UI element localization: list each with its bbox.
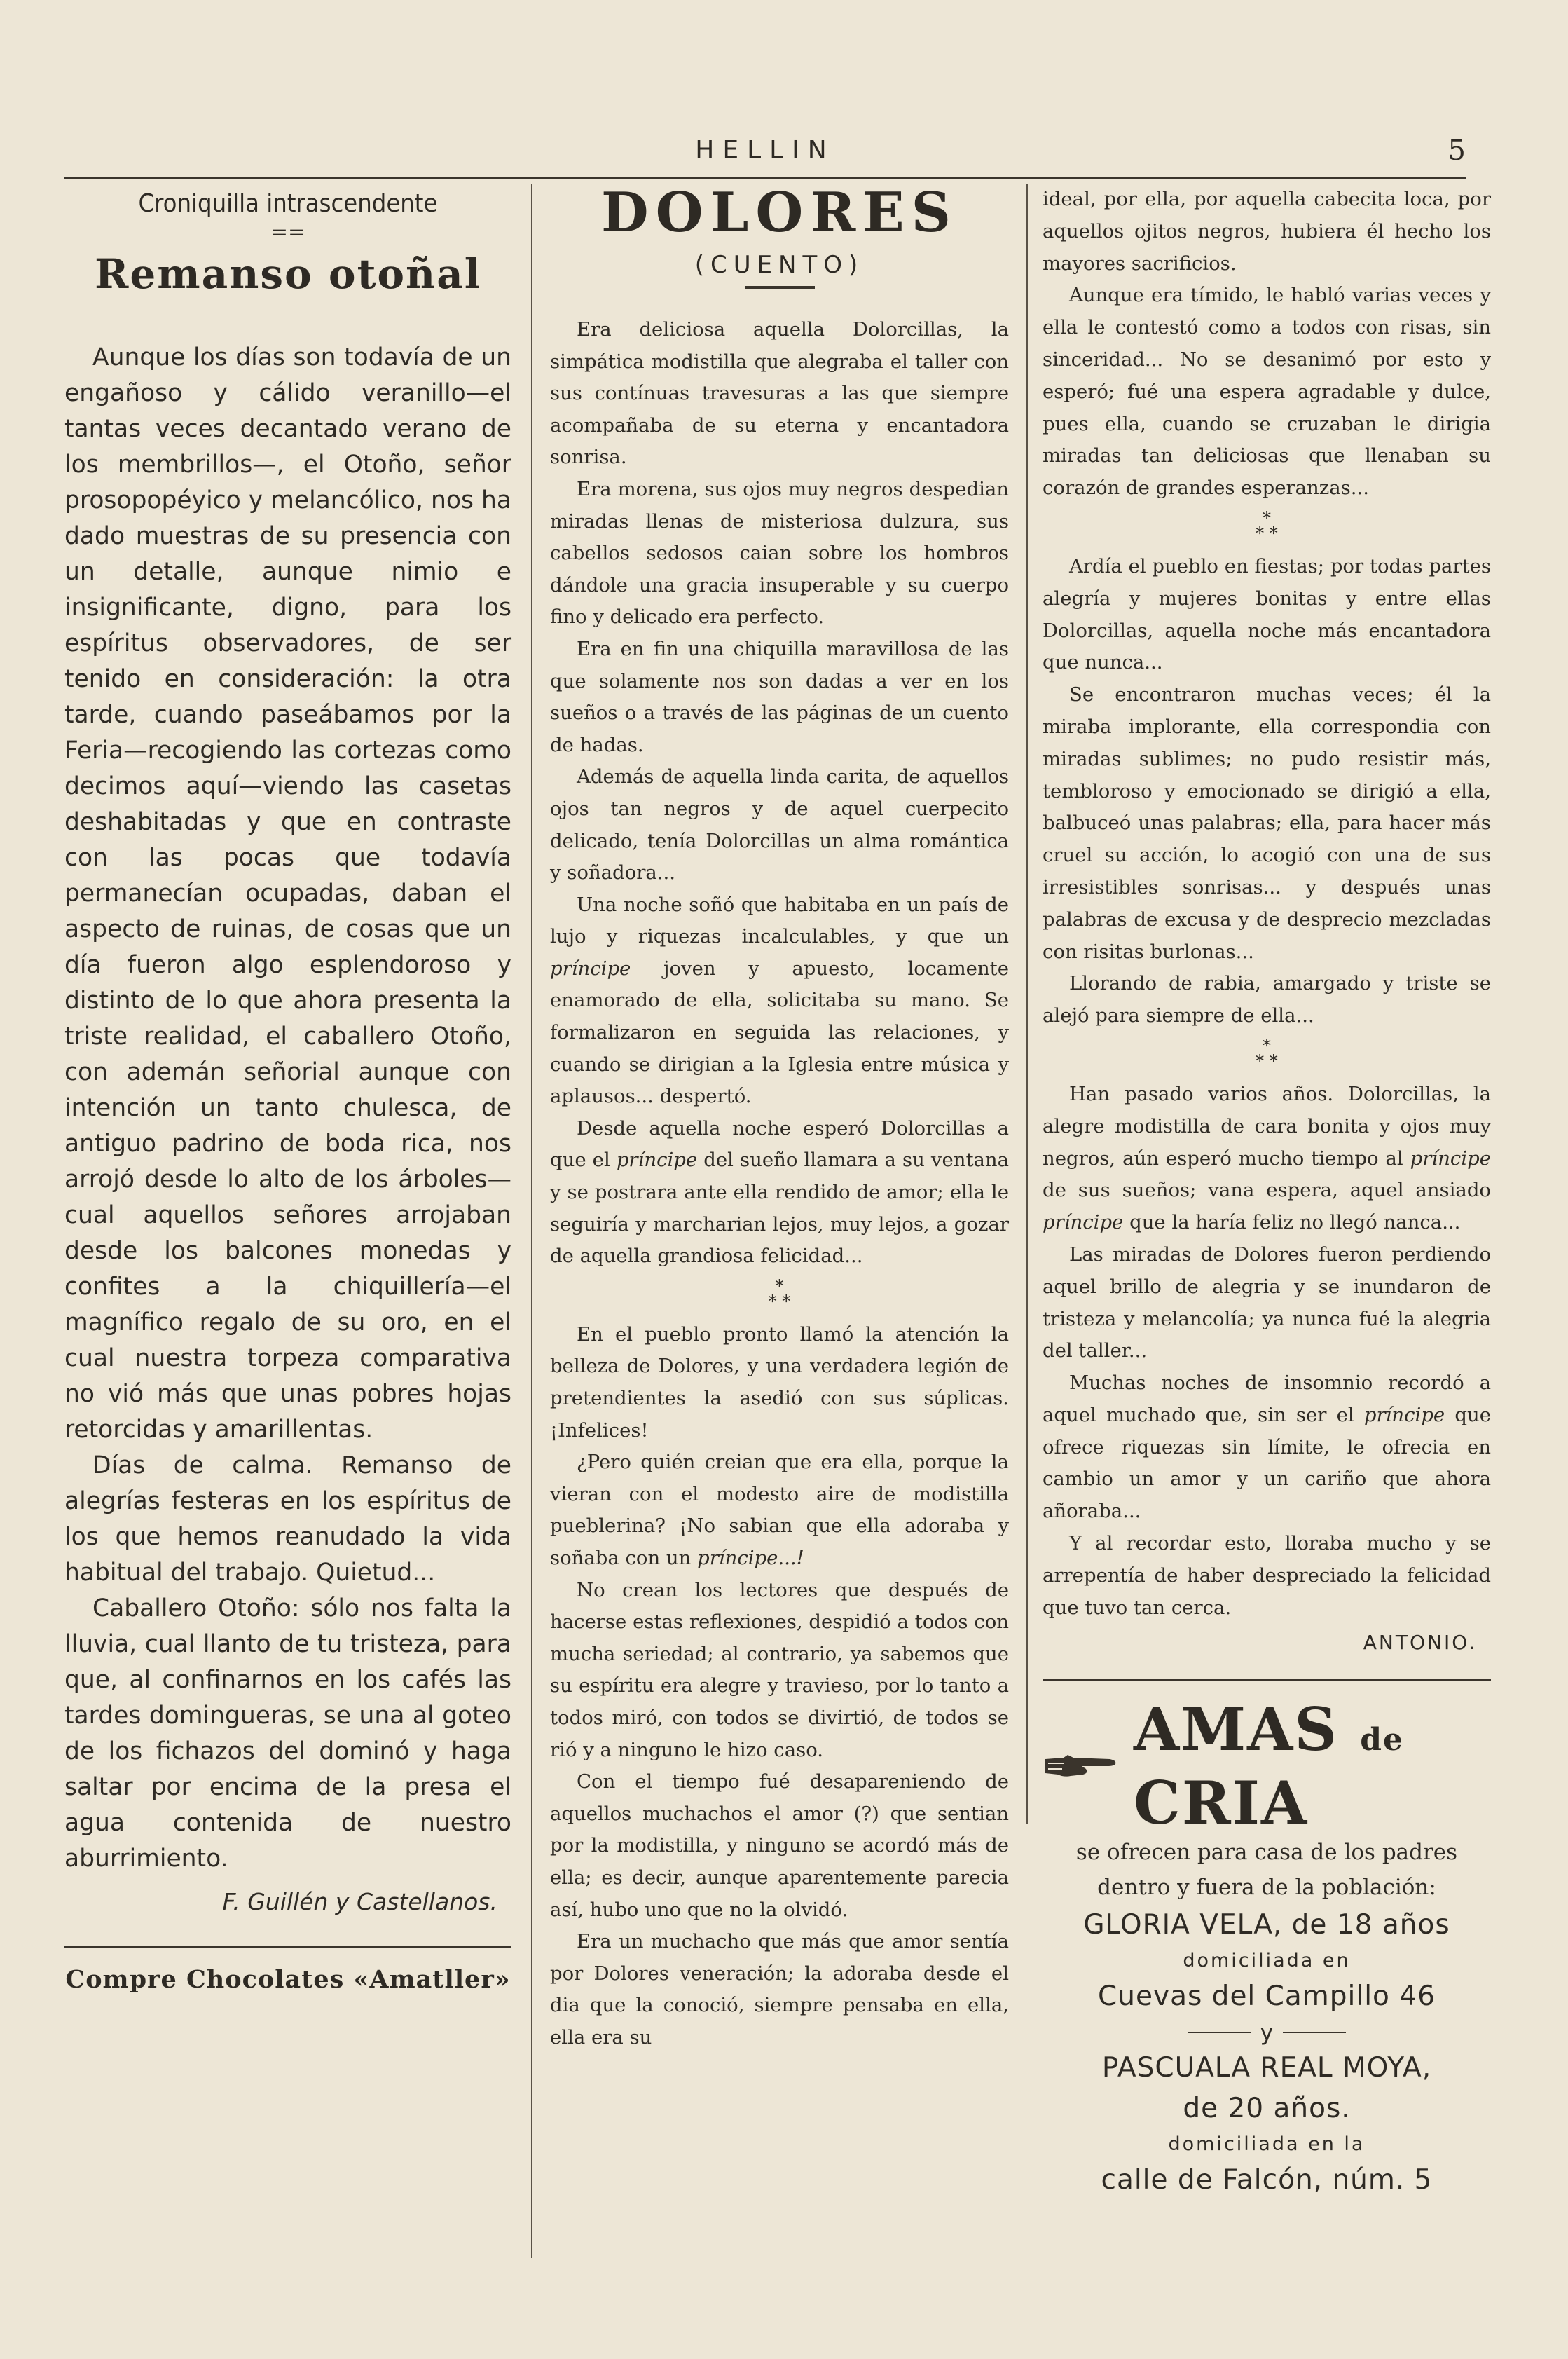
advert-age: de 20 años. bbox=[1183, 2093, 1351, 2125]
title-ornament bbox=[745, 286, 815, 289]
separator-word: y bbox=[1260, 2019, 1274, 2046]
rule bbox=[1283, 2032, 1346, 2033]
advert-text: domiciliada en la bbox=[1168, 2133, 1366, 2156]
asterism-bottom: * * bbox=[1256, 523, 1278, 543]
emphasis: príncipe bbox=[1043, 1211, 1124, 1234]
asterism-bottom: * * bbox=[1256, 1051, 1278, 1071]
rule bbox=[1188, 2032, 1251, 2033]
emphasis: príncipe bbox=[1410, 1147, 1491, 1170]
advert-text: se ofrecen para casa de los padres bbox=[1075, 1840, 1458, 1866]
advert-separator bbox=[1043, 2017, 1491, 2048]
divider bbox=[1043, 1679, 1491, 1681]
story-paragraph bbox=[550, 1113, 1009, 1273]
story-paragraph: Además de aquella linda carita, de aquellos ojos tan negros y de aquel cuerpecito delicado, tenía Dolorcillas un alma romántica y soñadora... bbox=[550, 765, 1009, 884]
story-paragraph: Se encontraron muchas veces; él la miraba implorante, ella correspondia con miradas sublimes; no pudo resistir más, tembloroso y emocionado se dirigió a ella, balbuceó unas palabras; ella, para hacer más cruel su acción, lo acogió con una de sus irresistibles sonrisas... y después unas palabras de excusa y de desprecio mezcladas con risitas burlonas... bbox=[1043, 683, 1491, 963]
page-number: 5 bbox=[1447, 135, 1466, 167]
asterism-top: * bbox=[1263, 507, 1271, 528]
emphasis: príncipe...! bbox=[697, 1546, 804, 1569]
article-paragraph: Días de calma. Remanso de alegrías festeras en los espíritus de los que hemos reanudado la vida habitual del trabajo. Quietud... bbox=[64, 1451, 511, 1587]
text-run: de sus sueños; vana espera, aquel ansiado bbox=[1043, 1179, 1491, 1202]
pointing-hand-icon bbox=[1043, 1749, 1120, 1784]
story-paragraph: Ardía el pueblo en fiestas; por todas partes alegría y mujeres bonitas y entre ellas Dolorcillas, aquella noche más encantadora que nunca... bbox=[1043, 554, 1491, 674]
story-paragraph bbox=[1043, 1367, 1491, 1528]
asterism-bottom: * * bbox=[768, 1291, 791, 1311]
text-run: ¿Pero quién creian que era ella, porque la vieran con el modesto aire de modistilla pueblerina? ¡No sabian que ella adoraba y soñaba con un bbox=[550, 1451, 1009, 1569]
story-title: DOLORES bbox=[601, 181, 958, 245]
column-rule-left bbox=[531, 184, 532, 2258]
divider bbox=[64, 1946, 511, 1948]
story-paragraph: Era deliciosa aquella Dolorcillas, la simpática modistilla que alegraba el taller con sus contínuas travesuras a las que siempre acompañaba de su eterna y encantadora sonrisa. bbox=[550, 318, 1009, 469]
story-paragraph: Las miradas de Dolores fueron perdiendo aquel brillo de alegria y se inundaron de tristeza y melancolía; ya nunca fué la alegria del taller... bbox=[1043, 1243, 1491, 1362]
chocolate-advert: Compre Chocolates «Amatller» bbox=[65, 1965, 511, 1994]
advert-name: PASCUALA REAL MOYA, bbox=[1101, 2052, 1432, 2084]
story-paragraph: Era morena, sus ojos muy negros despedian miradas llenas de misteriosa dulzura, sus cabellos sedosos caian sobre los hombros dándole una gracia insuperable y su cuerpo fino y delicado era perfecto. bbox=[550, 477, 1009, 629]
text-run: Una noche soñó que habitaba en un país de lujo y riquezas incalculables, y que un bbox=[550, 893, 1009, 948]
advert-heading bbox=[1043, 1695, 1491, 1838]
story-paragraph: Y al recordar esto, lloraba mucho y se arrepentía de haber despreciado la felicidad que tuvo tan cerca. bbox=[1043, 1532, 1491, 1619]
asterism-top: * bbox=[775, 1276, 784, 1296]
section-break-asterism bbox=[550, 1278, 1009, 1309]
column-story-continued bbox=[1043, 184, 1491, 2201]
advert-text: domiciliada en bbox=[1183, 1950, 1351, 1972]
publication-title: HELLIN bbox=[695, 136, 835, 165]
advert-text: dentro y fuera de la población: bbox=[1097, 1875, 1436, 1901]
story-paragraph: En el pueblo pronto llamó la atención la belleza de Dolores, y una verdadera legión de pretendientes la asedió con sus súplicas. ¡Infelices! bbox=[550, 1322, 1009, 1442]
text-run: del sueño llamara a su ventana y se postrara ante ella rendido de amor; ella le seguiría y marcharian lejos, muy lejos, a gozar de aquella grandiosa felicidad... bbox=[550, 1149, 1009, 1268]
column-story bbox=[550, 181, 1009, 2053]
advert-address: Cuevas del Campillo 46 bbox=[1098, 1981, 1436, 2013]
section-break-asterism bbox=[1043, 507, 1491, 543]
emphasis: príncipe bbox=[1363, 1403, 1445, 1426]
emphasis: príncipe bbox=[550, 957, 631, 980]
running-header bbox=[64, 135, 1466, 179]
section-kicker: Croniquilla intrascendente bbox=[138, 189, 438, 218]
advert-address: calle de Falcón, núm. 5 bbox=[1101, 2164, 1433, 2196]
column-chronicle bbox=[64, 184, 511, 1994]
story-paragraph bbox=[1043, 1079, 1491, 1239]
story-paragraph: Con el tiempo fué desapareniendo de aquellos muchachos el amor (?) que sentian por la modistilla, y ninguno se acordó más de ella; es decir, aunque aparentemente parecia así, hubo uno que no la olvidó. bbox=[550, 1770, 1009, 1921]
wet-nurse-advert bbox=[1043, 1695, 1491, 2201]
asterism-top: * bbox=[1263, 1035, 1271, 1055]
story-paragraph bbox=[550, 889, 1009, 1113]
text-run: joven y apuesto, locamente enamorado de ella, solicitaba su mano. Se formalizaron en seguida las relaciones, y cuando se dirigian a la Iglesia entre música y aplausos... despertó. bbox=[550, 957, 1009, 1108]
article-paragraph: Caballero Otoño: sólo nos falta la lluvia, cual llanto de tu tristeza, para que, al confinarnos en los cafés las tardes domingueras, se una al goteo de los fichazos del dominó y haga saltar por encima de la presa el agua contenida de nuestro aburrimiento. bbox=[64, 1594, 511, 1873]
advert-title-part: AMAS bbox=[1134, 1695, 1361, 1765]
story-paragraph: Era en fin una chiquilla maravillosa de las que solamente nos son dadas a ver en los sueños o a través de las páginas de un cuento de hadas. bbox=[550, 637, 1009, 756]
advert-title-part: CRIA bbox=[1134, 1768, 1309, 1838]
advert-title-part: de bbox=[1360, 1722, 1405, 1758]
emphasis: príncipe bbox=[616, 1149, 698, 1172]
kicker-ornament: == bbox=[270, 220, 306, 245]
story-paragraph: ideal, por ella, por aquella cabecita loca, por aquellos ojitos negros, hubiera él hecho los mayores sacrificios. bbox=[1043, 188, 1491, 275]
text-run: Han pasado varios años. Dolorcillas, la alegre modistilla de cara bonita y ojos muy negros, aún esperó mucho tiempo al bbox=[1043, 1082, 1491, 1170]
text-run: Muchas noches de insomnio recordó a aquel muchado que, sin ser el bbox=[1043, 1372, 1491, 1426]
article-headline: Remanso otoñal bbox=[95, 250, 481, 298]
story-paragraph: Llorando de rabia, amargado y triste se alejó para siempre de ella... bbox=[1043, 972, 1491, 1027]
advert-title bbox=[1134, 1695, 1491, 1838]
text-run: Desde aquella noche esperó Dolorcillas a que el bbox=[550, 1116, 1009, 1172]
text-run: que la haría feliz no llegó nanca... bbox=[1123, 1211, 1461, 1234]
story-paragraph: No crean los lectores que después de hacerse estas reflexiones, despidió a todos con mucha seriedad; al contrario, ya sabemos que su espíritu era alegre y travieso, por lo tanto a todos miró, con todos se divirtió, de todos se rió y a ninguno le hizo caso. bbox=[550, 1578, 1009, 1761]
story-paragraph bbox=[550, 1447, 1009, 1574]
story-subtitle: (CUENTO) bbox=[694, 251, 865, 279]
text-run: que ofrece riquezas sin límite, le ofrecia en cambio un amor y un cariño que ahora añoraba... bbox=[1043, 1403, 1491, 1523]
advert-name: GLORIA VELA, de 18 años bbox=[1083, 1909, 1450, 1941]
article-paragraph: Aunque los días son todavía de un engañoso y cálido veranillo—el tantas veces decantado verano de los membrillos—, el Otoño, señor prosopopéyico y melancólico, nos ha dado muestras de su presencia con un detalle, aunque nimio e insignificante, digno, para los espíritus observadores, de ser tenido en consideración: la otra tarde, cuando paseábamos por la Feria—recogiendo las cortezas como decimos aquí—viendo las casetas deshabitadas y que en contraste con las pocas que todavía permanecían ocupadas, daban el aspecto de ruinas, de cosas que un día fueron algo esplendoroso y distinto de lo que ahora presenta la triste realidad, el caballero Otoño, con ademán señorial aunque con intención un tanto chulesca, de antiguo padrino de boda rica, nos arrojó desde lo alto de los árboles—cual aquellos señores arrojaban desde los balcones monedas y confites a la chiquillería—el magnífico regalo de su oro, en el cual nuestra torpeza comparativa no vió más que unas pobres hojas retorcidas y amarillentas. bbox=[64, 343, 511, 1444]
article-signature: F. Guillén y Castellanos. bbox=[222, 1888, 497, 1915]
story-paragraph: Aunque era tímido, le habló varias veces y ella le contestó como a todos con risas, sin sinceridad... No se desanimó por esto y esperó; fué una espera agradable y dulce, pues ella, cuando se cruzaban le dirigia miradas tan deliciosas que llenaban su corazón de grandes esperanzas... bbox=[1043, 284, 1491, 500]
section-break-asterism bbox=[1043, 1035, 1491, 1071]
story-paragraph: Era un muchacho que más que amor sentía por Dolores veneración; la adoraba desde el dia que la conoció, siempre pensaba en ella, ella era su bbox=[550, 1930, 1009, 2049]
story-author: ANTONIO. bbox=[1363, 1631, 1477, 1655]
column-rule-right bbox=[1026, 184, 1028, 1824]
